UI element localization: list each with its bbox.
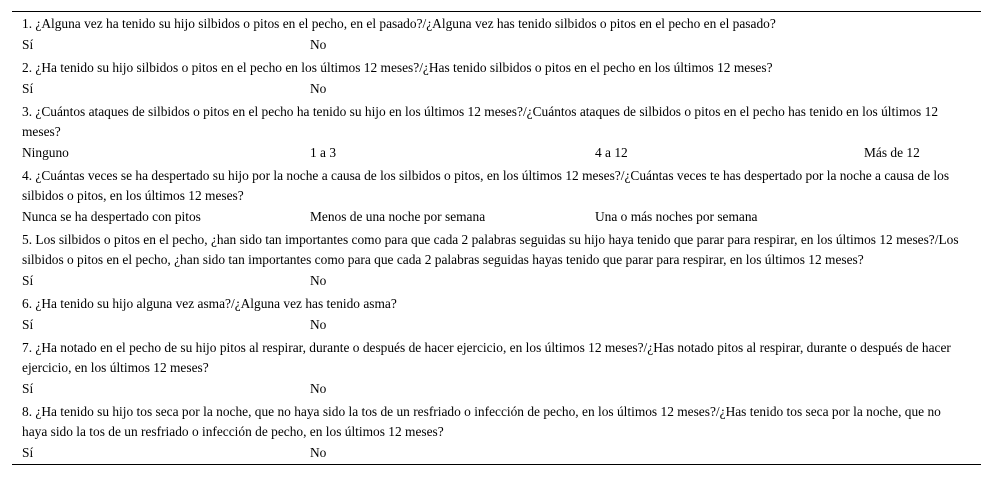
question-text: 2. ¿Ha tenido su hijo silbidos o pitos en el pecho en los últimos 12 meses?/¿Has tenido silbidos o pitos en el pecho en los últimos 12 meses? — [22, 60, 773, 75]
answer-option: Una o más noches por semana — [595, 209, 758, 224]
answer-options-row-5 — [12, 270, 981, 292]
answer-option: No — [310, 317, 327, 332]
answer-option: Sí — [22, 273, 34, 288]
answer-option: No — [310, 81, 327, 96]
answer-option: Nunca se ha despertado con pitos — [22, 209, 201, 224]
answer-option: No — [310, 381, 327, 396]
answer-option: Menos de una noche por semana — [310, 209, 486, 224]
answer-options-row-2 — [12, 78, 981, 100]
question-row-8 — [12, 400, 981, 442]
questionnaire-table — [12, 11, 981, 465]
answer-options-row-1 — [12, 34, 981, 56]
answer-option: Sí — [22, 37, 34, 52]
question-row-4 — [12, 164, 981, 206]
question-row-5 — [12, 228, 981, 270]
answer-options-row-8 — [12, 442, 981, 464]
question-row-6 — [12, 292, 981, 314]
question-row-7 — [12, 336, 981, 378]
question-text: 7. ¿Ha notado en el pecho de su hijo pitos al respirar, durante o después de hacer ejercicio, en los últimos 12 meses?/¿Has notado pitos al respirar, durante o después de hacer ejercicio, en los últimos 12 meses? — [22, 340, 951, 375]
answer-options-row-7 — [12, 378, 981, 400]
question-text: 1. ¿Alguna vez ha tenido su hijo silbidos o pitos en el pecho, en el pasado?/¿Alguna vez has tenido silbidos o pitos en el pecho en el pasado? — [22, 16, 776, 31]
answer-option: No — [310, 273, 327, 288]
question-row-1 — [12, 12, 981, 34]
question-text: 5. Los silbidos o pitos en el pecho, ¿han sido tan importantes como para que cada 2 palabras seguidas su hijo haya tenido que parar para respirar, en los últimos 12 meses?/Los silbidos o pitos en el pecho, ¿han sido tan importantes como para que cada 2 palabras seguidas hayas tenido que parar para respirar, en los últimos 12 meses? — [22, 232, 959, 267]
question-text: 8. ¿Ha tenido su hijo tos seca por la noche, que no haya sido la tos de un resfriado o infección de pecho, en los últimos 12 meses?/¿Has tenido tos seca por la noche, que no haya sido la tos de un resfriado o infección de pecho, en los últimos 12 meses? — [22, 404, 941, 439]
answer-option: Sí — [22, 81, 34, 96]
answer-option: Más de 12 — [864, 145, 920, 160]
question-text: 4. ¿Cuántas veces se ha despertado su hijo por la noche a causa de los silbidos o pitos, en los últimos 12 meses?/¿Cuántas veces te has despertado por la noche a causa de los silbidos o pitos, en los últimos 12 meses? — [22, 168, 950, 203]
answer-options-row-3 — [12, 142, 981, 164]
answer-options-row-6 — [12, 314, 981, 336]
answer-option: No — [310, 37, 327, 52]
answer-option: Sí — [22, 317, 34, 332]
answer-option: No — [310, 445, 327, 460]
answer-option: 4 a 12 — [595, 145, 628, 160]
answer-option: Ninguno — [22, 145, 69, 160]
answer-option: 1 a 3 — [310, 145, 337, 160]
question-text: 6. ¿Ha tenido su hijo alguna vez asma?/¿Alguna vez has tenido asma? — [22, 296, 397, 311]
answer-options-row-4 — [12, 206, 981, 228]
answer-option: Sí — [22, 381, 34, 396]
answer-option: Sí — [22, 445, 34, 460]
question-row-2 — [12, 56, 981, 78]
question-text: 3. ¿Cuántos ataques de silbidos o pitos en el pecho ha tenido su hijo en los últimos 12 meses?/¿Cuántos ataques de silbidos o pitos en el pecho has tenido en los últimos 12 meses? — [22, 104, 939, 139]
question-row-3 — [12, 100, 981, 142]
